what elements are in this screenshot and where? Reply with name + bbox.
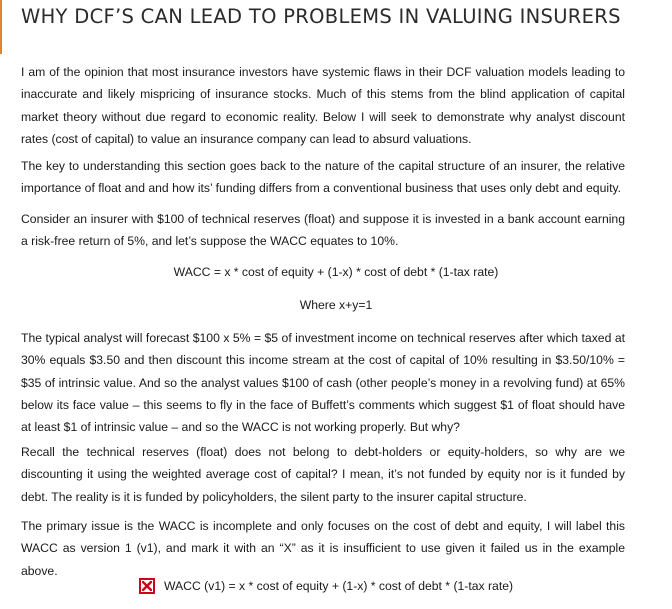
red-x-box-icon bbox=[139, 578, 155, 594]
paragraph-typical-analyst: The typical analyst will forecast $100 x 5% = $5 of investment income on technical reserves after which taxed at 30% equals $3.50 and then discount this income stream at the cost of capital of 10% resulting in $3.50/10% = $35 of intrinsic value. And so the analyst values $100 of cash (other people’s money in a revolving fund) at 65% below its face value – this seems to fly in the face of Buffett’s comments which suggest $1 of float should have at least $1 of intrinsic value – and so the WACC is not working properly. But why? bbox=[21, 331, 625, 435]
paragraph-capital-structure: The key to understanding this section goes back to the nature of the capital structure of an insurer, the relative importance of float and and how its’ funding differs from a conventional business that uses only debt and equity. bbox=[21, 159, 625, 196]
formula-wacc: WACC = x * cost of equity + (1-x) * cost of debt * (1-tax rate) bbox=[173, 265, 499, 279]
paragraph-example-setup: Consider an insurer with $100 of technical reserves (float) and suppose it is invested in a bank account earning a risk-free return of 5%, and let’s suppose the WACC equates to 10%. bbox=[21, 212, 625, 249]
formula-wacc-v1-row bbox=[139, 575, 513, 597]
heading-accent-bar bbox=[0, 0, 2, 54]
formula-wacc-v1: WACC (v1) = x * cost of equity + (1-x) * cost of debt * (1-tax rate) bbox=[164, 579, 514, 593]
formula-where: Where x+y=1 bbox=[299, 298, 373, 312]
paragraph-primary-issue: The primary issue is the WACC is incomplete and only focuses on the cost of debt and equity, I will label this WACC as version 1 (v1), and mark it with an “X” as it is insufficient to use given it failed us in the example above. bbox=[21, 519, 625, 578]
paragraph-recall-reserves: Recall the technical reserves (float) does not belong to debt-holders or equity-holders, so why are we discounting it using the weighted average cost of capital? I mean, it’s not funded by equity nor is it funded by debt. The reality is it is funded by policyholders, the silent party to the insurer capital structure. bbox=[21, 445, 625, 504]
section-heading: WHY DCF’S CAN LEAD TO PROBLEMS IN VALUING INSURERS bbox=[21, 5, 621, 28]
paragraph-intro: I am of the opinion that most insurance investors have systemic flaws in their DCF valuation models leading to inaccurate and likely mispricing of insurance stocks. Much of this stems from the blind application of capital market theory without due regard to economic reality. Below I will seek to demonstrate why analyst discount rates (cost of capital) to value an insurance company can lead to absurd valuations. bbox=[21, 65, 625, 146]
